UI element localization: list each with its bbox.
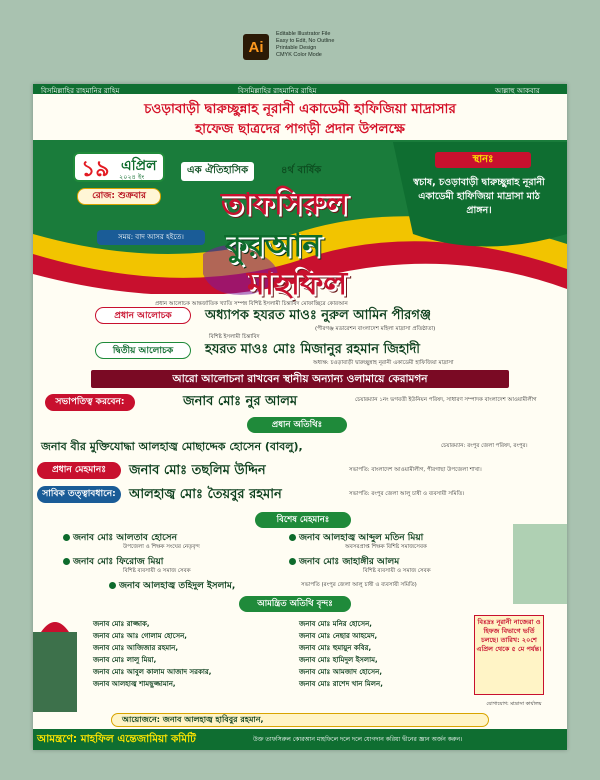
admission-notice: বিঃদ্রঃ নূরানী নাজেরা ও হিফজ বিভাগে ভর্তি চলছে। তারিখ: ২০শে এপ্রিল থেকে ৫ মে পর্যন্ত। [474,615,544,695]
special-guests-tab: বিশেষ মেহমানঃ [255,512,351,528]
mosque-silhouette-left [33,632,77,712]
president-role: সভাপতিত্ব করবেন: [45,394,135,411]
invited-guest-left: জনাব মোঃ আঃ গোলাম হোসেন, [93,632,187,640]
overseer-role: সাবিক তত্ত্বাবধানে: [37,486,121,503]
illustrator-icon: Ai [243,34,269,60]
chief-speaker-desc: (পীরগঞ্জ মডারেশন বাংলাদেশ মহিলা মাদ্রাসা প্রতিষ্ঠাতা) [315,326,436,332]
poster [33,84,567,750]
headline-word-3: মাহফিল [247,264,348,302]
chief-speaker-intro: প্রধান আলোচক আন্তর্জাতিক খ্যাতি সম্পন্ন বিশিষ্ট ইসলামী চিন্তাবিদ মোফাচ্ছিরে কোরআন [155,301,348,307]
special-guest-name: জনাব আলহাজ্ব তহিদুল ইসলাম, [109,578,235,593]
contact-info: যোগাযোগ: মাদ্রাসা কার্যালয় [486,701,542,707]
second-speaker-role: দ্বিতীয় আলোচক [95,342,191,359]
event-time: সময়: বাদ আসর হইতে। [97,230,205,245]
dome-left [41,622,69,632]
invited-guest-left: জনাব মোঃ আজিজার রহমান, [93,644,179,652]
file-note: CMYK Color Mode [276,52,322,58]
special-guest-name: জনাব আলহাজ্ব আব্দুল মতিন মিয়া [289,530,423,545]
file-notes [276,31,334,59]
main-guest-desc: সভাপতি: বাংলাদেশ আওয়ামীলীগ, পীরগাছা উপজেলা শাখা। [349,467,482,473]
invitation-committee: আমন্ত্রণে: মাহফিল এন্তেজামিয়া কমিটি [37,733,196,745]
special-guest-name: জনাব মোঃ আলতাব হোসেন [63,530,177,545]
invited-guest-right: জনাব মোঃ হামিদুল ইসলাম, [299,656,378,664]
chief-guest-tab: প্রধান অতিথিঃ [247,417,347,433]
invited-guest-right: জনাব মোঃ নেছার আহমেদ, [299,632,378,640]
other-speakers-band: আরো আলোচনা রাখবেন স্থানীয় অন্যান্য ওলামায়ে কেরামগন [91,370,509,388]
invited-guest-right: জনাব মোঃ হুমায়ুন কবির, [299,644,372,652]
chief-speaker-name: অধ্যাপক হযরত মাওঃ নুরুল আমিন পীরগঞ্জ [205,308,431,323]
event-weekday: রোজ: শুক্রবার [77,188,161,205]
chief-guest-desc: চেয়ারম্যান: রংপুর জেলা পরিষদ, রংপুর। [441,443,528,449]
event-year: ২০২৪ ইং [119,173,145,181]
overseer-desc: সভাপতি: রংপুর জেলা আলু চাষী ও ব্যবসায়ী সমিতি। [349,491,465,497]
invited-guest-right: জনাব মোঃ রাশেদ খান মিলন, [299,680,383,688]
second-speaker-name: হযরত মাওঃ মোঃ মিজানুর রহমান জিহাদী [205,342,421,357]
overseer-name: আলহাজ্ব মোঃ তৈয়বুর রহমান [129,487,282,502]
title-line-2: হাফেজ ছাত্রদের পাগড়ী প্রদান উপলক্ষে [195,121,405,137]
invited-guests-tab: আমন্ত্রিত অতিথি বৃন্দঃ [239,596,351,612]
headline-word-1: তাফসিরুল [221,187,348,222]
special-guest-desc: অবসরপ্রাপ্ত শিক্ষক বিশিষ্ট সমাজসেবক [345,544,427,550]
title-line-1: চওড়াবাড়ী দ্বারুচ্ছুন্নাহ নূরানী একাডেমী হাফিজিয়া মাদ্রাসার [144,101,456,117]
invited-guest-left: জনাব আলহাজ্ব শামছুজ্জামান, [93,680,176,688]
president-desc: চেয়ারম্যান ১নং ভগবতী ইউনিয়ন পরিষদ, সাধারণ সম্পাদক বাংলাদেশ আওয়ামীলীগ [355,397,537,403]
header-bar [0,0,600,78]
special-guest-desc: বিশিষ্ট ব্যবসায়ী ও সমাজ সেবক [123,568,191,574]
main-guest-name: জনাব মোঃ তছলিম উদ্দিন [129,463,266,478]
special-guest-name: জনাব মোঃ জাহাঙ্গীর আলম [289,554,399,569]
venue-label: স্থানঃ [435,152,531,168]
headline-word-2: কুরআন [225,226,322,264]
main-guest-role: প্রধান মেহমানঃ [37,462,121,479]
event-day: ১৯ [81,157,110,182]
invited-guest-right: জনাব মোঃ আমজাদ হোসেন, [299,668,383,676]
second-speaker-intro: বিশিষ্ট ইসলামী চিন্তাবিদ [209,334,260,340]
invited-guest-left: জনাব মোঃ আবুল কালাম আজাদ সরকার, [93,668,212,676]
event-barshik: ৪র্থ বার্ষিক [281,165,322,176]
event-month: এপ্রিল [121,158,157,174]
file-note: Easy to Edit, No Outline [276,38,335,44]
special-guest-desc: সভাপতি (রংপুর জেলা আলু চাষী ও ব্যবসায়ী সমিতি) [301,582,417,588]
footer-note: উক্ত তাফসিরুল কোরআন মাহফিলে দলে দলে যোগদান করিয়া দ্বীনের জ্ঞান অর্জন করুন। [253,736,463,743]
corner-text-right: আল্লাহু আকবার [495,87,540,95]
invited-guest-right: জনাব মোঃ মনির হোসেন, [299,620,372,628]
arch-right [513,524,567,604]
corner-text-left: বিসমিল্লাহির রাহমানির রাহিম [41,87,120,95]
event-aitihasik: এক ঐতিহাসিক [181,162,254,181]
invited-guest-left: জনাব মোঃ রাজ্জাক, [93,620,150,628]
special-guest-desc: বিশিষ্ট ব্যবসায়ী ও সমাজ সেবক [363,568,431,574]
venue-text: স্বচাষ, চওড়াবাড়ী দ্বারুচ্ছুন্নাহ নূরানী একাডেমী হাফিজিয়া মাদ্রাসা মাঠ প্রাঙ্গন। [413,177,545,216]
organizer-bar: আয়োজনে: জনাব আলহাজ্ব হাবিবুর রহমান, [111,713,489,727]
corner-text-center: বিসমিল্লাহির রাহমানির রাহিম [238,87,317,95]
file-note: Editable Illustrator File [276,31,331,37]
file-note: Printable Design [276,45,317,51]
second-speaker-desc: অধ্যক্ষ: চওড়াবাড়ী দ্বারুচ্ছুন্নাহ নূরানী একাডেমী হাফিজিয়া মাদ্রাসা [313,360,454,366]
invited-guest-left: জনাব মোঃ লালু মিয়া, [93,656,157,664]
chief-speaker-role: প্রধান আলোচক [95,307,191,324]
special-guest-name: জনাব মোঃ ফিরোজ মিয়া [63,554,163,569]
chief-guest-name: জনাব বীর মুক্তিযোদ্ধা আলহাজ্ব মোছাদ্দেক হোসেন (বাবলু), [41,440,303,453]
special-guest-desc: উপজেলা ও শিক্ষক সংঘের নেতৃবৃন্দ [123,544,200,550]
president-name: জনাব মোঃ নুর আলম [183,394,298,409]
